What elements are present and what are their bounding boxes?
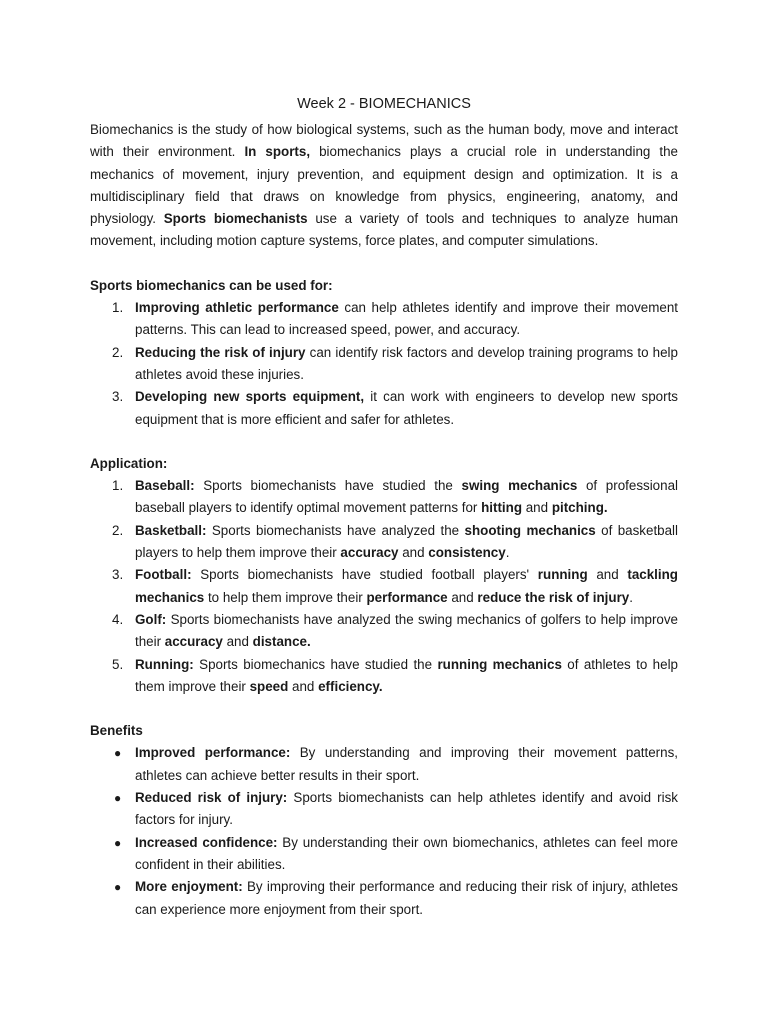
text-run: can identify risk factors and develop training programs to help athletes avoid these injuries. bbox=[135, 344, 678, 382]
bullet-icon: ● bbox=[114, 746, 122, 761]
bold-text: Improved performance: bbox=[135, 745, 291, 761]
bold-text: Baseball: bbox=[135, 478, 195, 494]
text-run: By improving their performance and reducing their risk of injury, athletes can experience more enjoyment from their sport. bbox=[135, 879, 678, 917]
bold-text: running mechanics bbox=[437, 656, 562, 672]
list-number: 1. bbox=[112, 300, 124, 316]
list-item-text bbox=[135, 790, 678, 827]
text-run: and bbox=[522, 500, 552, 516]
bold-text: performance bbox=[366, 589, 448, 605]
bold-text: consistency bbox=[428, 545, 506, 561]
list-item bbox=[90, 832, 678, 877]
application-heading: Application: bbox=[90, 455, 168, 471]
bold-text: Reducing the risk of injury bbox=[135, 344, 306, 360]
bold-text: More enjoyment: bbox=[135, 879, 243, 895]
list-item bbox=[90, 564, 678, 609]
text-run: and bbox=[222, 634, 253, 650]
list-item bbox=[90, 297, 678, 342]
bold-text: Running: bbox=[135, 656, 194, 672]
bold-text: Basketball: bbox=[135, 522, 207, 538]
text-run: Biomechanics is the study of how biological systems, such as the human body, move and interact with their environment. bbox=[90, 122, 678, 160]
list-item-text bbox=[135, 745, 678, 782]
bold-text: reduce the risk of injury bbox=[477, 589, 630, 605]
list-item bbox=[90, 386, 678, 431]
bold-text: Golf: bbox=[135, 611, 167, 627]
list-item-text bbox=[135, 523, 678, 560]
intro-paragraph bbox=[90, 119, 678, 253]
list-item-text bbox=[135, 300, 678, 337]
text-run: By understanding and improving their movement patterns, athletes can achieve better results in their sport. bbox=[135, 745, 678, 783]
benefits-list bbox=[90, 742, 678, 920]
text-run: Sports biomechanists can help athletes identify and avoid risk factors for injury. bbox=[135, 790, 678, 828]
list-item bbox=[90, 342, 678, 387]
list-item bbox=[90, 654, 678, 699]
bold-text: Sports biomechanists bbox=[163, 211, 308, 227]
bold-text: hitting bbox=[481, 500, 523, 516]
text-run: and bbox=[447, 589, 478, 605]
bold-text: Improving athletic performance bbox=[135, 300, 339, 316]
list-item bbox=[90, 787, 678, 832]
text-run: to help them improve their bbox=[204, 589, 367, 605]
text-run: can help athletes identify and improve their movement patterns. This can lead to increased speed, power, and accuracy. bbox=[135, 300, 678, 338]
bullet-icon: ● bbox=[114, 880, 122, 895]
bullet-icon: ● bbox=[114, 835, 122, 850]
text-run: Sports biomechanists have studied football players' bbox=[191, 567, 538, 583]
text-run: use a variety of tools and techniques to analyze human movement, including motion capture systems, force plates, and computer simulations. bbox=[90, 211, 679, 249]
list-number: 1. bbox=[112, 478, 124, 494]
list-item-text bbox=[135, 478, 678, 515]
bold-text: shooting mechanics bbox=[464, 522, 596, 538]
bold-text: Reduced risk of injury: bbox=[135, 790, 288, 806]
text-run: Sports biomechanists have analyzed the swing mechanics of golfers to help improve their bbox=[135, 611, 678, 650]
text-run: Sports biomechanists have studied the bbox=[194, 478, 462, 494]
list-item-text bbox=[135, 345, 678, 382]
bold-text: running bbox=[537, 567, 588, 583]
bullet-icon: ● bbox=[114, 791, 122, 806]
bold-text: tackling mechanics bbox=[135, 567, 678, 605]
bold-text: efficiency. bbox=[318, 678, 383, 694]
list-item bbox=[90, 475, 678, 520]
list-number: 3. bbox=[112, 567, 124, 583]
text-run: . bbox=[505, 545, 510, 561]
list-number: 2. bbox=[112, 522, 124, 538]
text-run: biomechanics plays a crucial role in understanding the mechanics of movement, injury prevention, and equipment design and optimization. It is a multidisciplinary field that draws on knowledge from physics, engineering, anatomy, and physiology. bbox=[90, 144, 679, 227]
list-item bbox=[90, 520, 678, 565]
list-number: 4. bbox=[112, 611, 124, 627]
text-run: and bbox=[587, 567, 628, 583]
list-item bbox=[90, 609, 678, 654]
text-run: . bbox=[629, 589, 633, 605]
uses-list bbox=[90, 297, 678, 431]
list-item-text bbox=[135, 657, 678, 694]
list-item-text bbox=[135, 567, 678, 604]
text-run: By understanding their own biomechanics, athletes can feel more confident in their abilities. bbox=[135, 834, 678, 872]
text-run: of athletes to help them improve their bbox=[135, 656, 678, 694]
text-run: and bbox=[288, 678, 319, 694]
bold-text: Football: bbox=[135, 567, 192, 583]
list-item-text bbox=[135, 835, 678, 872]
benefits-heading: Benefits bbox=[90, 723, 143, 739]
text-run: Sports biomechanics have studied the bbox=[193, 656, 438, 672]
text-run: of basketball players to help them improve their bbox=[135, 522, 679, 561]
bold-text: Increased confidence: bbox=[135, 834, 278, 850]
text-run: of professional baseball players to identify optimal movement patterns for bbox=[135, 478, 678, 516]
application-list bbox=[90, 475, 678, 698]
text-run: Sports biomechanists have analyzed the bbox=[206, 522, 465, 538]
list-number: 3. bbox=[112, 389, 124, 405]
list-item-text bbox=[135, 879, 678, 916]
bold-text: accuracy bbox=[340, 545, 399, 561]
text-run: and bbox=[398, 545, 429, 561]
uses-heading: Sports biomechanics can be used for: bbox=[90, 277, 333, 293]
text-run: it can work with engineers to develop new sports equipment that is more efficient and safer for athletes. bbox=[135, 389, 678, 427]
bold-text: Developing new sports equipment, bbox=[135, 389, 365, 405]
list-number: 5. bbox=[112, 656, 124, 672]
bold-text: speed bbox=[249, 678, 289, 694]
bold-text: pitching. bbox=[551, 500, 608, 516]
bold-text: swing mechanics bbox=[461, 478, 578, 494]
list-item bbox=[90, 742, 678, 787]
bold-text: accuracy bbox=[164, 634, 223, 650]
bold-text: distance. bbox=[252, 634, 311, 650]
page-title: Week 2 - BIOMECHANICS bbox=[297, 96, 471, 112]
list-number: 2. bbox=[112, 344, 124, 360]
bold-text: In sports, bbox=[244, 144, 311, 160]
list-item-text bbox=[135, 612, 678, 649]
list-item bbox=[90, 876, 678, 921]
list-item-text bbox=[135, 389, 678, 426]
